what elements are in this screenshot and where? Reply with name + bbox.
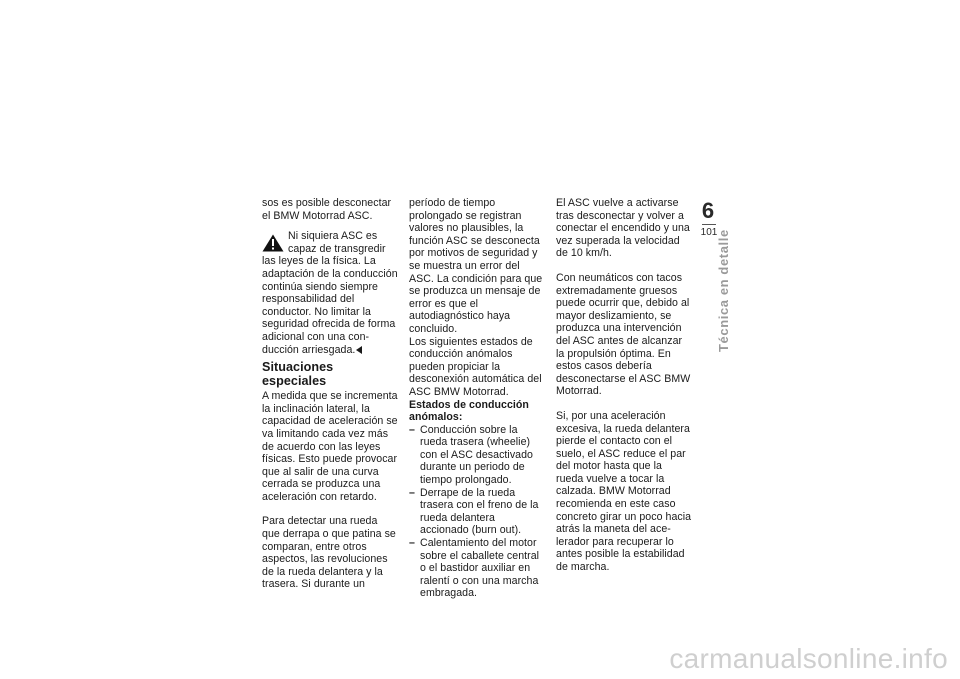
paragraph: Si, por una aceleración excesiva, la rueda delantera pierde el contacto con el suelo, el ASC reduce el par del motor hasta que la rueda vuelve a tocar la calzada. BMW Motorrad recomienda en este caso concreto girar un poco hacia atrás la maneta del acelerador para recuperar lo antes posible la estabilidad de marcha.	[556, 409, 692, 574]
paragraph: Los siguientes estados de conducción anómalos pueden propiciar la desconexión automática del ASC BMW Motorrad.	[409, 335, 542, 398]
section-heading: Situaciones especiales	[262, 360, 334, 389]
paragraph: Con neumáticos con tacos extremadamente gruesos puede ocurrir que, debido al mayor deslizamiento, se produzca una intervención del ASC antes de alcanzar la propulsión óptima. En estos casos debería desconectarse el ASC BMW Motorrad.	[556, 271, 691, 398]
list-item: – Conducción sobre la rueda trasera (wheelie) con el ASC desactivado durante un periodo de tiempo prolongado.	[409, 424, 546, 487]
text-column-2	[409, 197, 546, 600]
chapter-number: 6	[701, 198, 715, 223]
paragraph: A medida que se incrementa la inclinación lateral, la capacidad de aceleración se va limitando cada vez más de acuerdo con las leyes físicas. Esto puede provocar que al salir de una curva cerrada se produzca una aceleración con retardo.	[262, 390, 398, 503]
list-item: – Calentamiento del motor sobre el caballete central o el bastidor auxiliar en ralentí o con una marcha embragada.	[409, 537, 546, 600]
text-column-1	[262, 197, 398, 591]
intro-paragraph: sos es posible desconectar el BMW Motorrad ASC.	[262, 197, 392, 222]
text-column-3	[556, 197, 692, 574]
warning-block	[262, 230, 398, 356]
list-item: – Derrape de la rueda trasera con el freno de la rueda delantera accionado (burn out).	[409, 487, 546, 537]
watermark: carmanualsonline.info	[669, 643, 948, 674]
paragraph: El ASC vuelve a activarse tras desconectar y volver a conectar el encendido y una vez superada la velocidad de 10 km/h.	[556, 197, 690, 260]
end-of-warning-icon	[356, 346, 362, 354]
condition-list	[409, 424, 546, 600]
warning-text: Ni siquiera ASC es capaz de transgredir las leyes de la física. La adaptación de la conducción continúa siendo siempre responsabilidad del conductor. No limitar la seguridad ofrecida de forma adicional con una conducción arriesgada.	[262, 230, 398, 356]
warning-triangle-icon	[262, 234, 284, 252]
paragraph: período de tiempo prolongado se registran valores no plausibles, la función ASC se desconecta por motivos de seguridad y se muestra un error del ASC. La condición para que se produzca un mensaje de error es que el autodiagnóstico haya concluido.	[409, 197, 543, 335]
chapter-divider	[702, 224, 716, 225]
subheading: Estados de conducción anómalos:	[409, 398, 529, 424]
paragraph: Para detectar una rueda que derrapa o que patina se comparan, entre otros aspectos, las revoluciones de la rueda delantera y la trasera. Si durante un	[262, 515, 396, 591]
page-number: 101	[700, 227, 718, 238]
chapter-title: Técnica en detalle	[716, 229, 731, 352]
